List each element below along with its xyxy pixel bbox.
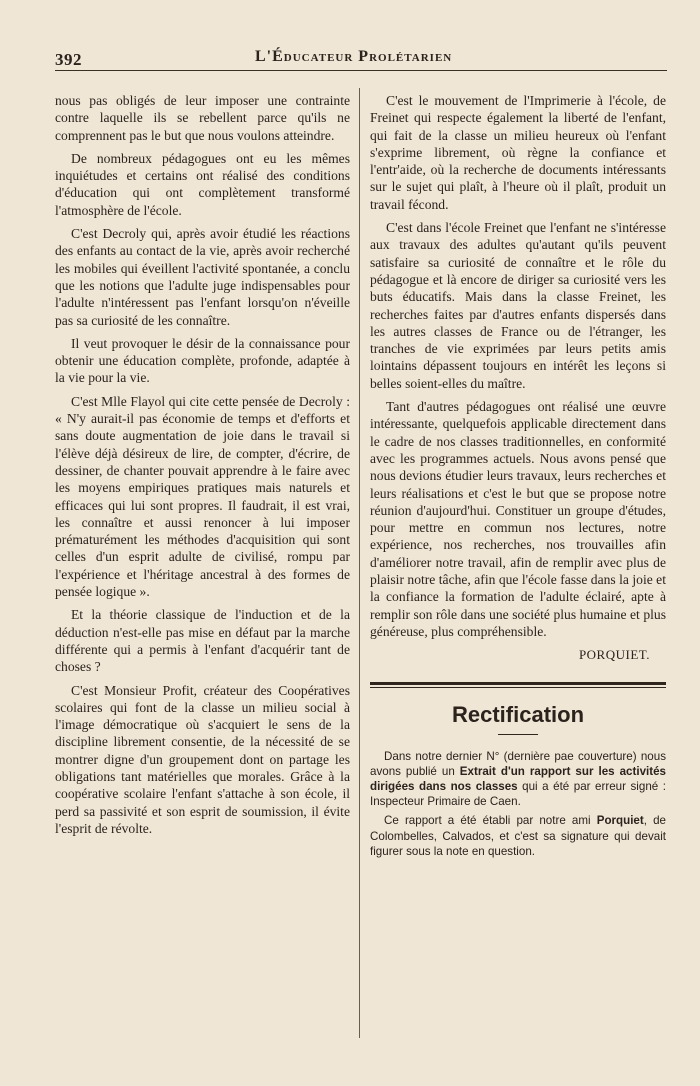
rect-p2-text-a: Ce rapport a été établi par notre ami bbox=[384, 814, 597, 828]
title-underline bbox=[498, 734, 538, 735]
left-paragraph-5: C'est Mlle Flayol qui cite cette pensée de Decroly : « N'y aurait-il pas économie de temps et d'efforts et sans doute augmentation de joie dans le travail si l'élève déjà désireux de lire, de compter, d'écrire, de dessiner, de chanter pouvait apprendre à le faire avec les moyens empiriques pratiques mais naturels et efficaces qui lui sont propres. Il faudrait, il est vrai, les connaître et aussi renoncer à lui imposer prématurément les méthodes d'acquisition qui sont celles d'un esprit adulte de civilisé, rompu par l'expérience et l'héritage ancestral à des formes de pensée logique ». bbox=[55, 393, 350, 600]
page-number: 392 bbox=[55, 50, 82, 69]
right-paragraph-2: C'est dans l'école Freinet que l'enfant ne s'intéresse aux travaux des adultes qu'autant qu'ils peuvent satisfaire sa curiosité de connaître et le rôle du pédagogue et là encore de diriger sa curiosité vers les buts éducatifs. Mais dans la classe Freinet, les recherches faites par d'autres enfants dispersés dans les autres classes de France ou de l'étranger, les tranches de vie exprimées par leurs petits amis lointains dépassent toujours en intérêt les leçons si belles soient-elles du maître. bbox=[370, 220, 666, 391]
rect-p2-bold: Porquiet bbox=[596, 814, 644, 828]
left-paragraph-2: De nombreux pédagogues ont eu les mêmes inquiétudes et certains ont réalisé des conditions d'éducation qui ont complètement transformé l'atmosphère de l'école. bbox=[55, 150, 350, 218]
left-paragraph-7: C'est Monsieur Profit, créateur des Coopératives scolaires qui font de la classe un milieu social à l'image démocratique où s'acquiert le sens de la discipline librement consentie, de la nécessité de se montrer digne d'un groupement dont on partage les obligations tant matérielles que morales. Grâce à la coopérative scolaire l'enfant s'attache à son école, il perd sa passivité et son esprit de soumission, il évite l'esprit de révolte. bbox=[55, 682, 350, 836]
rect-p1-text-c: qui a été par erreur signé : Inspecteur Primaire de Caen. bbox=[370, 779, 666, 809]
right-paragraph-3: Tant d'autres pédagogues ont réalisé une œuvre intéressante, quelquefois applicable directement dans le cadre de nos classes traditionnelles, en conformité avec les programmes actuels. Nous avons pensé que nous devions étudier leurs travaux, leurs recherches et leurs réalisations et c'est le but que se propose notre réunion d'aujourd'hui. Constituer un groupe d'études, pour mettre en commun nos lectures, notre expérience, nos recherches, nos trouvailles afin d'améliorer notre travail, afin de remplir avec plus de plaisir notre tâche, afin que l'école fasse dans la joie et la confiance la formation de l'adulte éclairé, apte à remplir son rôle dans une société plus humaine et plus généreuse, plus compréhensible. bbox=[370, 399, 666, 639]
rectification-paragraph-1 bbox=[370, 749, 666, 810]
section-rule-thin bbox=[370, 687, 666, 688]
right-column bbox=[370, 92, 666, 863]
rect-p1-bold: Extrait d'un rapport sur les activités dirigées dans nos classes bbox=[370, 764, 666, 793]
rectification-paragraph-2 bbox=[370, 813, 666, 859]
journal-title: L'Éducateur Prolétarien bbox=[255, 48, 453, 65]
left-column bbox=[55, 92, 350, 843]
left-paragraph-6: Et la théorie classique de l'induction et de la déduction n'est-elle pas mise en défaut par la marche différente qui a permis à l'enfant d'acquérir tant de choses ? bbox=[55, 607, 350, 675]
author-signature: PORQUIET. bbox=[578, 647, 650, 663]
section-rule-thick bbox=[370, 682, 666, 685]
rectification-title: Rectification bbox=[451, 701, 585, 727]
rectification-body bbox=[370, 749, 666, 859]
column-divider bbox=[359, 88, 360, 1038]
right-paragraph-1: C'est le mouvement de l'Imprimerie à l'école, de Freinet qui respecte également la liberté de l'enfant, qui fait de la classe un milieu heureux où l'enfant s'exprime librement, où règne la confiance et l'entr'aide, où la recherche de documents intéressants sur le sujet qui plaît, à l'heure où il plaît, produit un travail fécond. bbox=[370, 93, 666, 212]
page-header bbox=[55, 44, 667, 71]
left-paragraph-4: Il veut provoquer le désir de la connaissance pour obtenir une éducation complète, profonde, adaptée à la vie pour la vie. bbox=[55, 335, 350, 386]
left-paragraph-1: nous pas obligés de leur imposer une contrainte contre laquelle ils se rebellent parce qu'ils ne comprennent pas le but que nous voulons atteindre. bbox=[55, 93, 350, 143]
left-paragraph-3: C'est Decroly qui, après avoir étudié les réactions des enfants au contact de la vie, après avoir recherché les mobiles qui éveillent l'activité spontanée, a conclu que les notions que l'adulte juge indispensables pour l'adulte n'intéressent pas l'enfant lorsqu'on n'éveille pas sa curiosité de les connaître. bbox=[55, 226, 350, 328]
rect-p1-text-a: Dans notre dernier N° (dernière pae couverture) nous avons publié un bbox=[370, 749, 666, 778]
rect-p2-text-c: , de Colombelles, Calvados, et c'est sa signature qui devait figurer sous la note en question. bbox=[370, 814, 666, 858]
